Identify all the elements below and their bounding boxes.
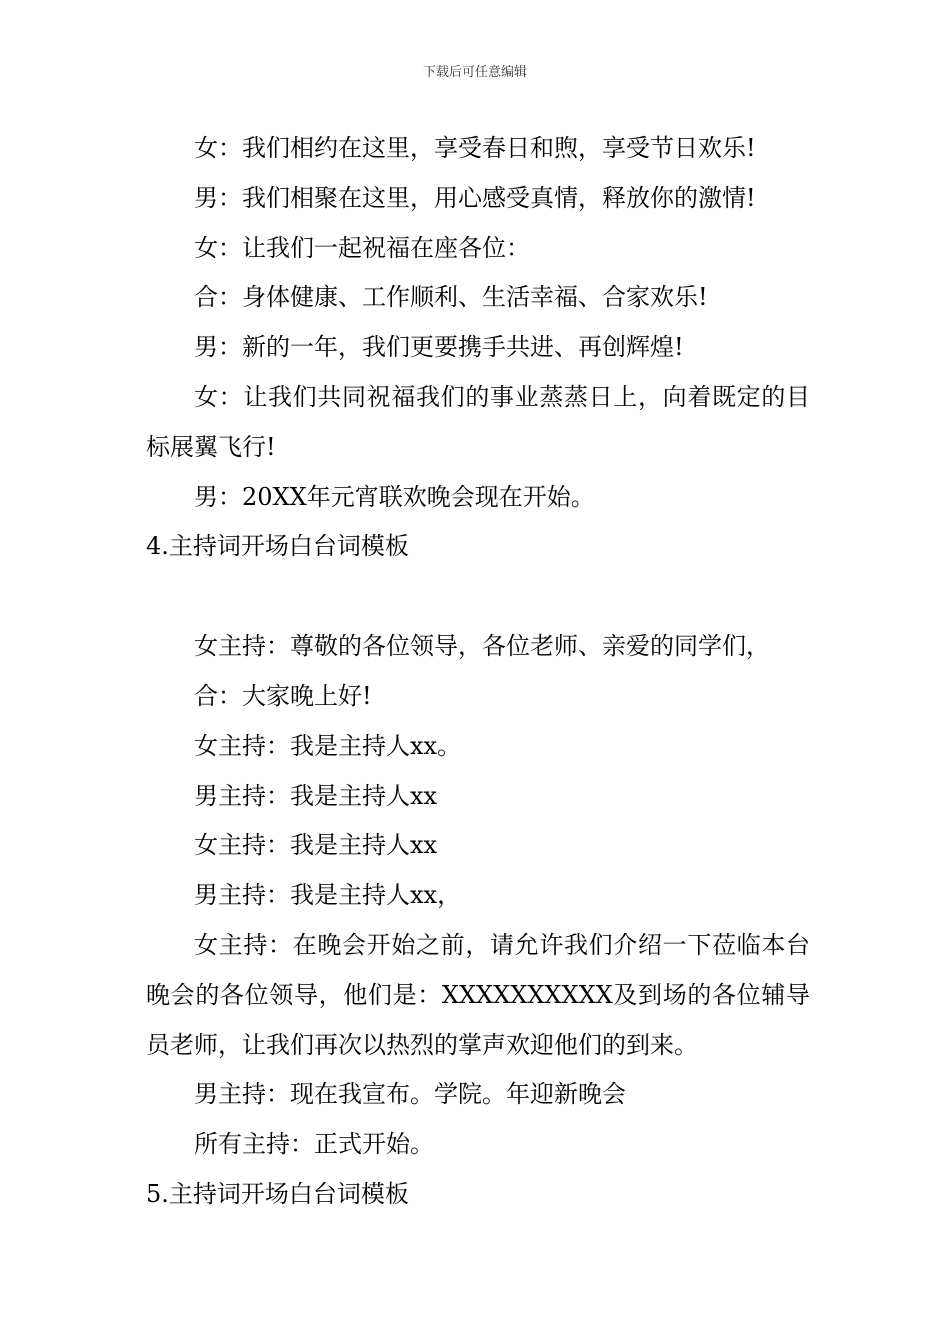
- paragraph: 男：我们相聚在这里，用心感受真情，释放你的激情!: [194, 183, 756, 212]
- paragraph: 男主持：现在我宣布。学院。年迎新晚会: [194, 1080, 626, 1109]
- paragraph: 男：新的一年，我们更要携手共进、再创辉煌!: [194, 333, 684, 362]
- spacer: [146, 572, 810, 622]
- page-header-note: 下载后可任意编辑: [422, 65, 527, 80]
- paragraph: 女：让我们共同祝福我们的事业蒸蒸日上，向着既定的目标展翼飞行!: [146, 382, 810, 461]
- paragraph: 女主持：尊敬的各位领导，各位老师、亲爱的同学们，: [194, 632, 770, 661]
- paragraph: 女：我们相约在这里，享受春日和煦，享受节日欢乐!: [194, 134, 756, 162]
- paragraph: 女主持：我是主持人xx。: [194, 731, 462, 760]
- section-heading-5: 5.主持词开场白台词模板: [146, 1179, 409, 1208]
- paragraph: 女主持：我是主持人xx: [194, 831, 438, 860]
- document-body: [146, 124, 810, 1220]
- paragraph: 合：身体健康、工作顺利、生活幸福、合家欢乐!: [194, 283, 708, 312]
- paragraph: 所有主持：正式开始。: [194, 1130, 434, 1159]
- paragraph: 男：20XX年元宵联欢晚会现在开始。: [194, 482, 595, 511]
- paragraph: 合：大家晚上好!: [194, 681, 372, 710]
- section-heading-4: 4.主持词开场白台词模板: [146, 532, 409, 561]
- paragraph: 女主持：在晚会开始之前，请允许我们介绍一下莅临本台晚会的各位领导，他们是：XXXXXXXXXX及到场的各位辅导员老师，让我们再次以热烈的掌声欢迎他们的到来。: [146, 930, 810, 1059]
- paragraph: 女：让我们一起祝福在座各位：: [194, 233, 530, 262]
- paragraph: 男主持：我是主持人xx: [194, 781, 438, 810]
- paragraph: 男主持：我是主持人xx，: [194, 881, 462, 910]
